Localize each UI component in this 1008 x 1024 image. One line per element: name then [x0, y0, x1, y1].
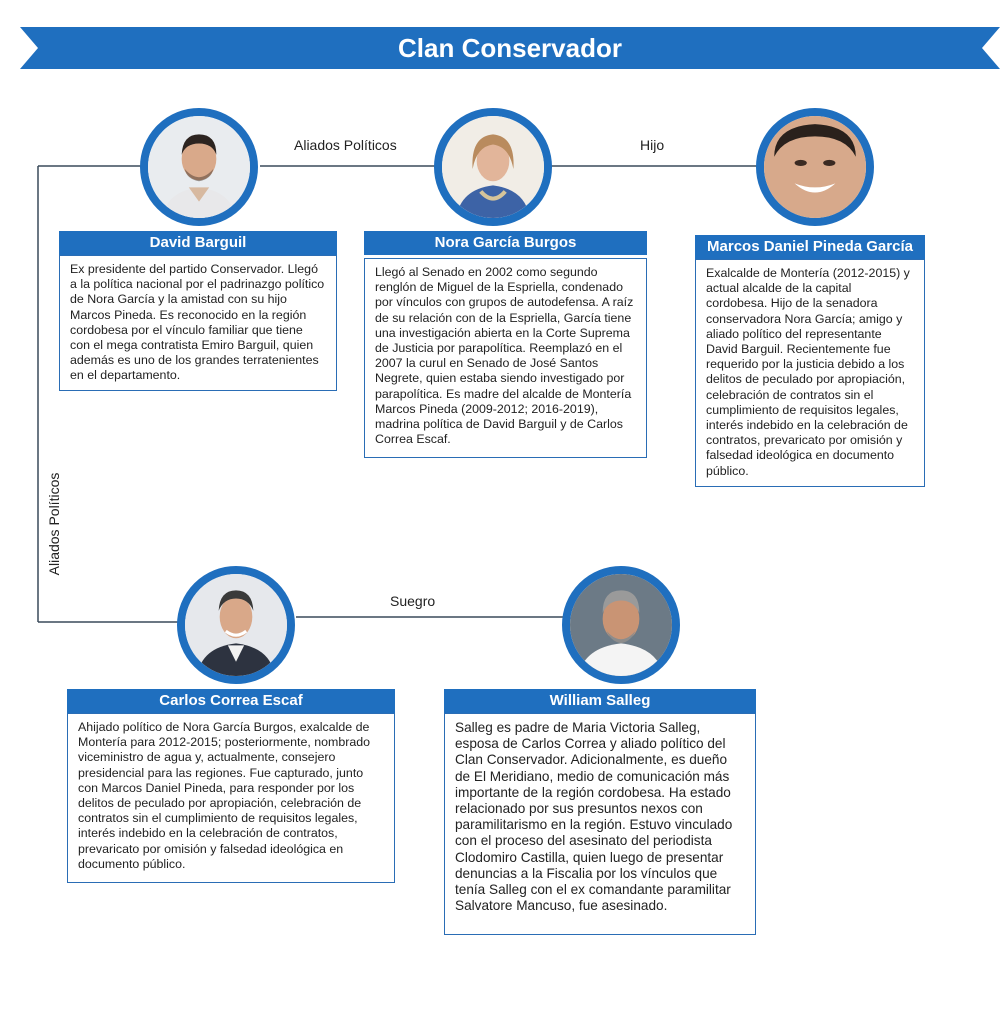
name-william-salleg: William Salleg: [444, 689, 756, 713]
person-photo-icon: [442, 116, 544, 218]
person-photo-icon: [148, 116, 250, 218]
bio-carlos-correa-escaf: Ahijado político de Nora García Burgos, exalcalde de Montería para 2012-2015; posteriormente, nombrado viceministro de agua y, actualmente, consejero presidencial para las regiones. Fue capturado, junto con Marcos Daniel Pineda, para responder por los delitos de peculado por apropiación, celebración de contratos sin el cumplimiento de requisitos legales, interés indebido en la celebración de contratos, prevaricato por omisión y falsedad ideológica en documento público.: [67, 713, 395, 883]
relation-label-barguil-nora: Aliados Políticos: [294, 137, 397, 153]
person-photo-icon: [570, 574, 672, 676]
bio-nora-garcia-burgos: Llegó al Senado en 2002 como segundo renglón de Miguel de la Espriella, condenado por vínculos con grupos de autodefensa. A raíz de su relación con de la Espriella, García tiene una investigación abierta en la Corte Suprema de Justicia por parapolítica. Reemplazó en el 2007 la curul en Senado de José Santos Negrete, quien estaba siendo investigado por parapolítica. Es madre del alcalde de Montería Marcos Pineda (2009-2012; 2016-2019), madrina política de David Barguil y de Carlos Correa Escaf.: [364, 258, 647, 458]
avatar-david-barguil: [140, 108, 258, 226]
avatar-william-salleg: [562, 566, 680, 684]
bio-david-barguil: Ex presidente del partido Conservador. Llegó a la política nacional por el padrinazgo político de Nora García y la amistad con su hijo Marcos Pineda. Es reconocido en la región cordobesa por el vínculo familiar que tiene con el mega contratista Emiro Barguil, quien además es uno de los grandes terratenientes en el departamento.: [59, 255, 337, 391]
name-carlos-correa-escaf: Carlos Correa Escaf: [67, 689, 395, 713]
relation-label-carlos-salleg: Suegro: [390, 593, 436, 609]
avatar-nora-garcia-burgos: [434, 108, 552, 226]
bio-william-salleg: Salleg es padre de Maria Victoria Salleg, esposa de Carlos Correa y aliado político del Clan Conservador. Adicionalmente, es dueño de El Meridiano, medio de comunicación más importante de la región cordobesa. Ha estado relacionado por sus presuntos nexos con paramilitarismo en la región. Estuvo vinculado con el proceso del asesinato del periodista Clodomiro Castilla, quien luego de presentar denuncias a la Fiscalia por los vínculos que tenía Salleg con el ex comandante paramilitar Salvatore Mancuso, fue asesinado.: [444, 713, 756, 935]
relation-label-nora-marcos: Hijo: [640, 137, 665, 153]
avatar-carlos-correa-escaf: [177, 566, 295, 684]
relation-label-barguil-carlos: Aliados Políticos: [46, 472, 62, 576]
name-marcos-daniel-pineda-garcia: Marcos Daniel Pineda García: [695, 235, 925, 259]
person-photo-icon: [764, 116, 866, 218]
name-nora-garcia-burgos: Nora García Burgos: [364, 231, 647, 255]
bio-marcos-daniel-pineda-garcia: Exalcalde de Montería (2012-2015) y actual alcalde de la capital cordobesa. Hijo de la senadora conservadora Nora García; amigo y aliado político del representante David Barguil. Recientemente fue requerido por la justicia debido a los delitos de peculado por apropiación, celebración de contratos sin el cumplimiento de requisitos legales, interés indebido en la celebración de contratos, prevaricato por omisión y falsedad ideológica en documento público.: [695, 259, 925, 487]
page-title: Clan Conservador: [398, 33, 622, 63]
person-photo-icon: [185, 574, 287, 676]
avatar-marcos-daniel-pineda-garcia: [756, 108, 874, 226]
name-david-barguil: David Barguil: [59, 231, 337, 255]
